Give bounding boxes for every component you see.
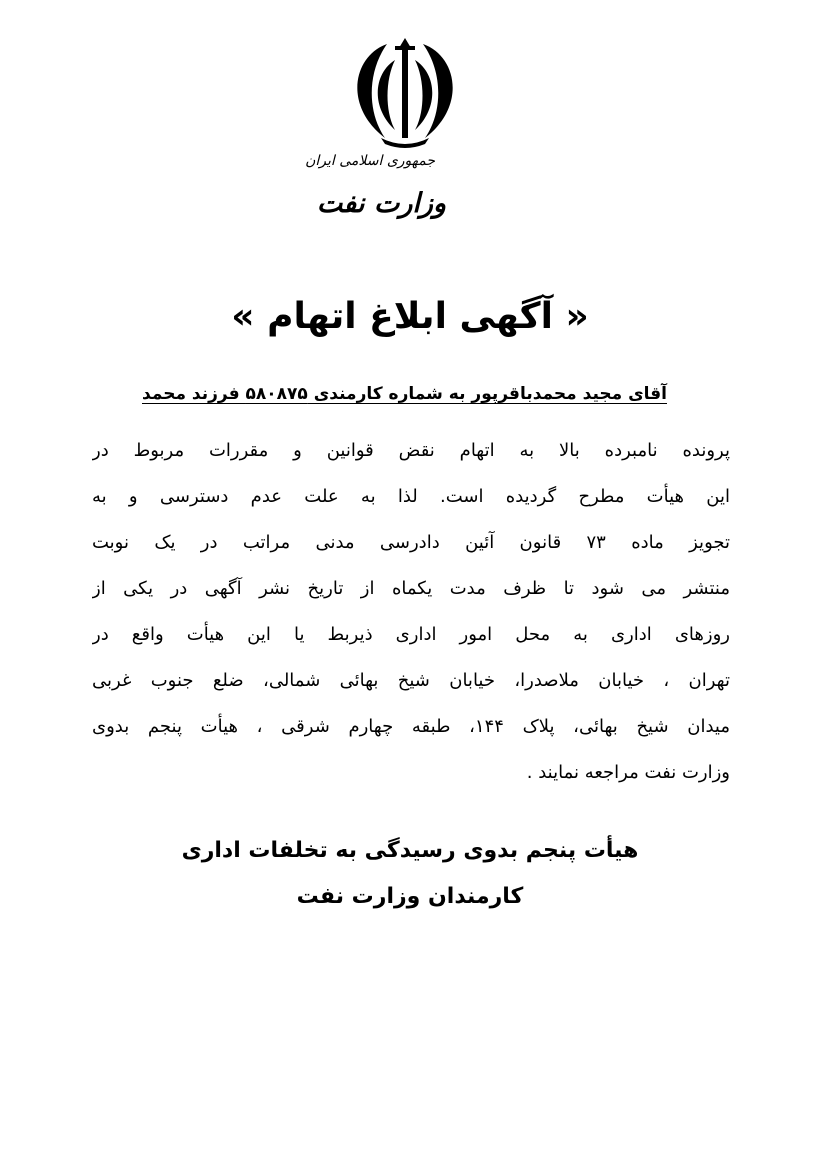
iran-emblem-icon	[345, 34, 465, 150]
signature-line-2: کارمندان وزارت نفت	[296, 884, 524, 909]
notice-body	[92, 428, 730, 796]
signature-line-1: هیأت پنجم بدوی رسیدگی به تخلفات اداری	[181, 838, 639, 863]
body-line: روزهای اداری به محل امور اداری ذیربط یا این هیأت واقع در	[92, 624, 730, 645]
body-line: میدان شیخ بهائی، پلاک ۱۴۴، طبقه چهارم شرقی ، هیأت پنجم بدوی	[92, 716, 730, 737]
subject-line: آقای مجید محمدباقرپور به شماره کارمندی ۵۸۰۸۷۵ فرزند محمد	[142, 384, 667, 404]
body-line: پرونده نامبرده بالا به اتهام نقض قوانین و مقررات مربوط در	[92, 440, 730, 461]
country-name: جمهوری اسلامی ایران	[305, 153, 435, 169]
body-line: تجویز ماده ۷۳ قانون آئین دادرسی مدنی مراتب در یک نوبت	[92, 532, 730, 553]
ministry-name: وزارت نفت	[316, 188, 446, 219]
body-line: این هیأت مطرح گردیده است. لذا به علت عدم دسترسی و به	[92, 486, 730, 507]
body-line: تهران ، خیابان ملاصدرا، خیابان شیخ بهائی شمالی، ضلع جنوب غربی	[92, 670, 730, 691]
body-line: منتشر می شود تا ظرف مدت یکماه از تاریخ نشر آگهی در یکی از	[92, 578, 730, 599]
page-title: « آگهی ابلاغ اتهام »	[231, 296, 589, 337]
body-line: وزارت نفت مراجعه نمایند .	[526, 762, 730, 783]
